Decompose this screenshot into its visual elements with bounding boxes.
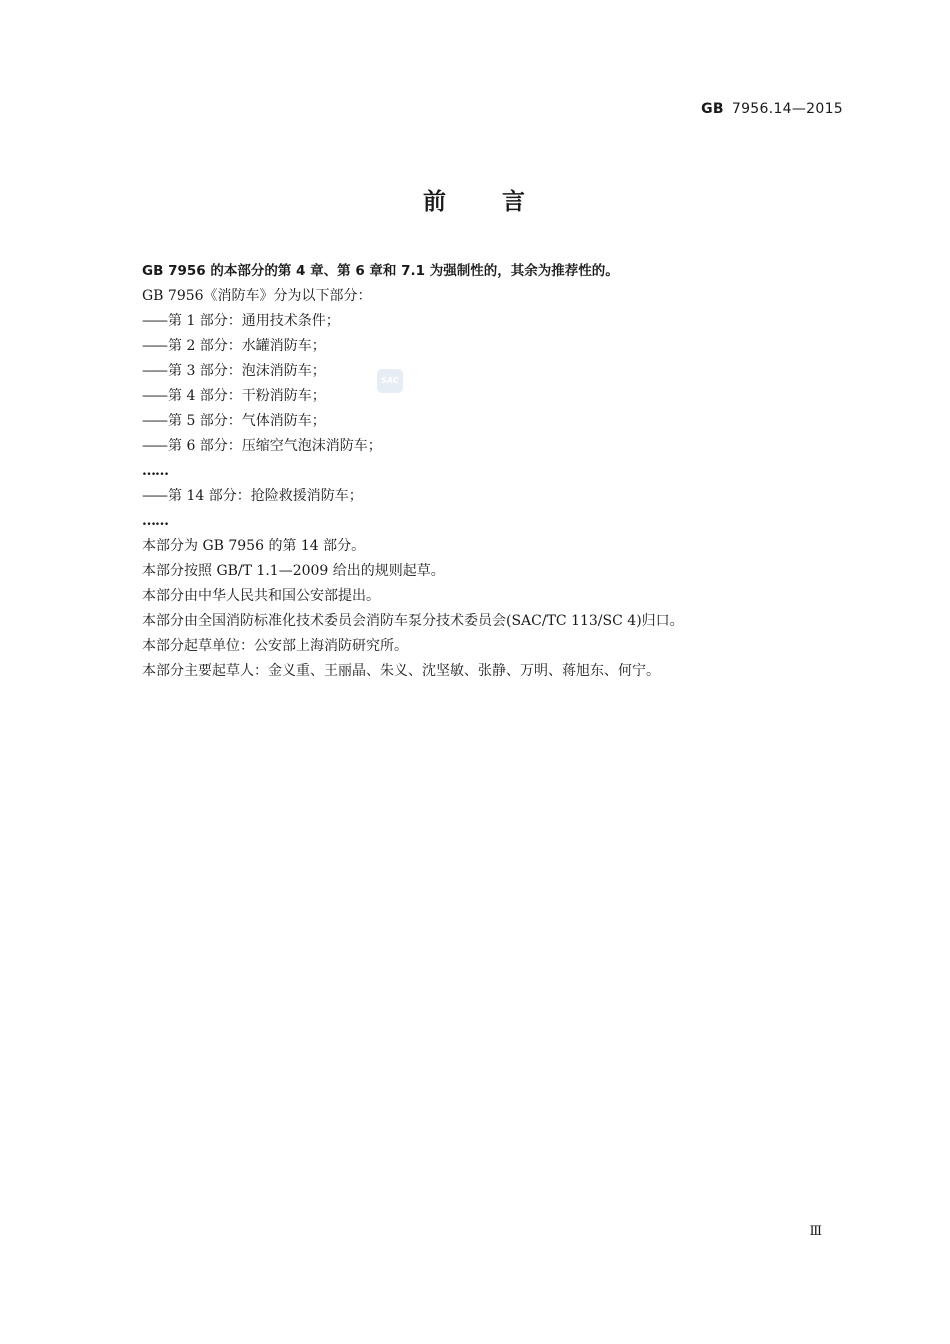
- part-label: 第 1 部分：通用技术条件；: [168, 313, 340, 329]
- paragraph: 本部分主要起草人：金义重、王丽晶、朱义、沈坚敏、张静、万明、蒋旭东、何宁。: [142, 663, 660, 679]
- standard-prefix: GB: [701, 101, 724, 117]
- list-item: [142, 384, 822, 409]
- dash-mark: ——: [142, 438, 166, 454]
- dash-mark: ——: [142, 388, 166, 404]
- list-item: [142, 334, 822, 359]
- part-label: 第 5 部分：气体消防车；: [168, 413, 326, 429]
- page-number: Ⅲ: [809, 1224, 822, 1239]
- title-char-2: 言: [502, 189, 527, 215]
- part-label: 第 14 部分：抢险救援消防车；: [168, 488, 363, 504]
- list-item: [142, 434, 822, 459]
- part-label: 第 2 部分：水罐消防车；: [168, 338, 326, 354]
- part-label: 第 4 部分：干粉消防车；: [168, 388, 326, 404]
- sac-watermark-logo: SAC: [377, 369, 403, 393]
- title-char-1: 前: [423, 189, 448, 215]
- standard-code: 7956.14—2015: [731, 101, 843, 117]
- paragraph: 本部分为 GB 7956 的第 14 部分。: [142, 538, 366, 554]
- list-item: [142, 359, 822, 384]
- parts-intro: GB 7956《消防车》分为以下部分：: [142, 288, 372, 304]
- dash-mark: ——: [142, 313, 166, 329]
- dash-mark: ——: [142, 338, 166, 354]
- paragraph: 本部分由全国消防标准化技术委员会消防车泵分技术委员会(SAC/TC 113/SC 4)归口。: [142, 613, 684, 629]
- list-item: [142, 409, 822, 434]
- ellipsis-2: ……: [142, 513, 168, 529]
- ellipsis-1: ……: [142, 463, 168, 479]
- mandatory-statement: GB 7956 的本部分的第 4 章、第 6 章和 7.1 为强制性的，其余为推荐性的。: [142, 263, 619, 279]
- dash-mark: ——: [142, 413, 166, 429]
- page-title: [0, 183, 950, 216]
- part-label: 第 3 部分：泡沫消防车；: [168, 363, 326, 379]
- list-item: [142, 309, 822, 334]
- paragraph: 本部分按照 GB/T 1.1—2009 给出的规则起草。: [142, 563, 445, 579]
- paragraph: 本部分起草单位：公安部上海消防研究所。: [142, 638, 408, 654]
- list-item: [142, 484, 822, 509]
- foreword-body: [142, 259, 822, 684]
- standard-number: [701, 101, 843, 117]
- paragraph: 本部分由中华人民共和国公安部提出。: [142, 588, 380, 604]
- part-label: 第 6 部分：压缩空气泡沫消防车；: [168, 438, 382, 454]
- dash-mark: ——: [142, 488, 166, 504]
- dash-mark: ——: [142, 363, 166, 379]
